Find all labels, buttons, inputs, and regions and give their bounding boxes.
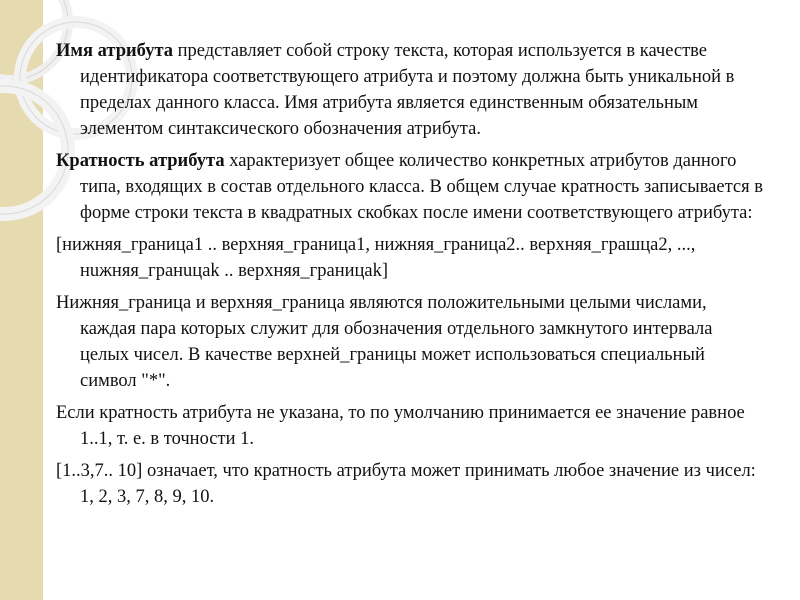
text-multiplicity-syntax: [нижняя_граница1 .. верхняя_граница1, нижняя_граница2.. верхняя_грашца2, ..., нuжняя_гpaнuцak .. верхняя_границаk] bbox=[56, 235, 696, 281]
text-example: [1..3,7.. 10] означает, что кратность атрибута может принимать любое значение из чисел: 1, 2, 3, 7, 8, 9, 10. bbox=[56, 461, 756, 507]
paragraph-attribute-name bbox=[56, 38, 766, 142]
paragraph-example bbox=[56, 458, 766, 510]
slide-body bbox=[56, 38, 766, 516]
text-attribute-multiplicity: характеризует общее количество конкретных атрибутов данного типа, входящих в состав отдельного класса. В общем случае кратность записывается в форме строки текста в квадратных скобках после имени соответствующего атрибута: bbox=[80, 151, 764, 223]
left-decorative-band bbox=[0, 0, 43, 600]
term-attribute-multiplicity: Кратность атрибута bbox=[56, 151, 225, 171]
term-attribute-name: Имя атрибута bbox=[56, 41, 174, 61]
text-bounds-description: Нижняя_граница и верхняя_граница являются положительными целыми числами, каждая пара которых служит для обозначения отдельного замкнутого интервала целых чисел. В качестве верхней_границы может использоваться специальный символ "*". bbox=[56, 293, 713, 391]
paragraph-default-multiplicity bbox=[56, 400, 766, 452]
text-default-multiplicity: Если кратность атрибута не указана, то по умолчанию принимается ее значение равное 1..1, т. е. в точности 1. bbox=[56, 403, 745, 449]
paragraph-attribute-multiplicity bbox=[56, 148, 766, 226]
paragraph-multiplicity-syntax bbox=[56, 232, 766, 284]
paragraph-bounds-description bbox=[56, 290, 766, 394]
text-attribute-name: представляет собой строку текста, которая используется в качестве идентификатора соответствующего атрибута и поэтому должна быть уникальной в пределах данного класса. Имя атрибута является единственным обязательным элементом синтаксического обозначения атрибута. bbox=[80, 41, 735, 139]
